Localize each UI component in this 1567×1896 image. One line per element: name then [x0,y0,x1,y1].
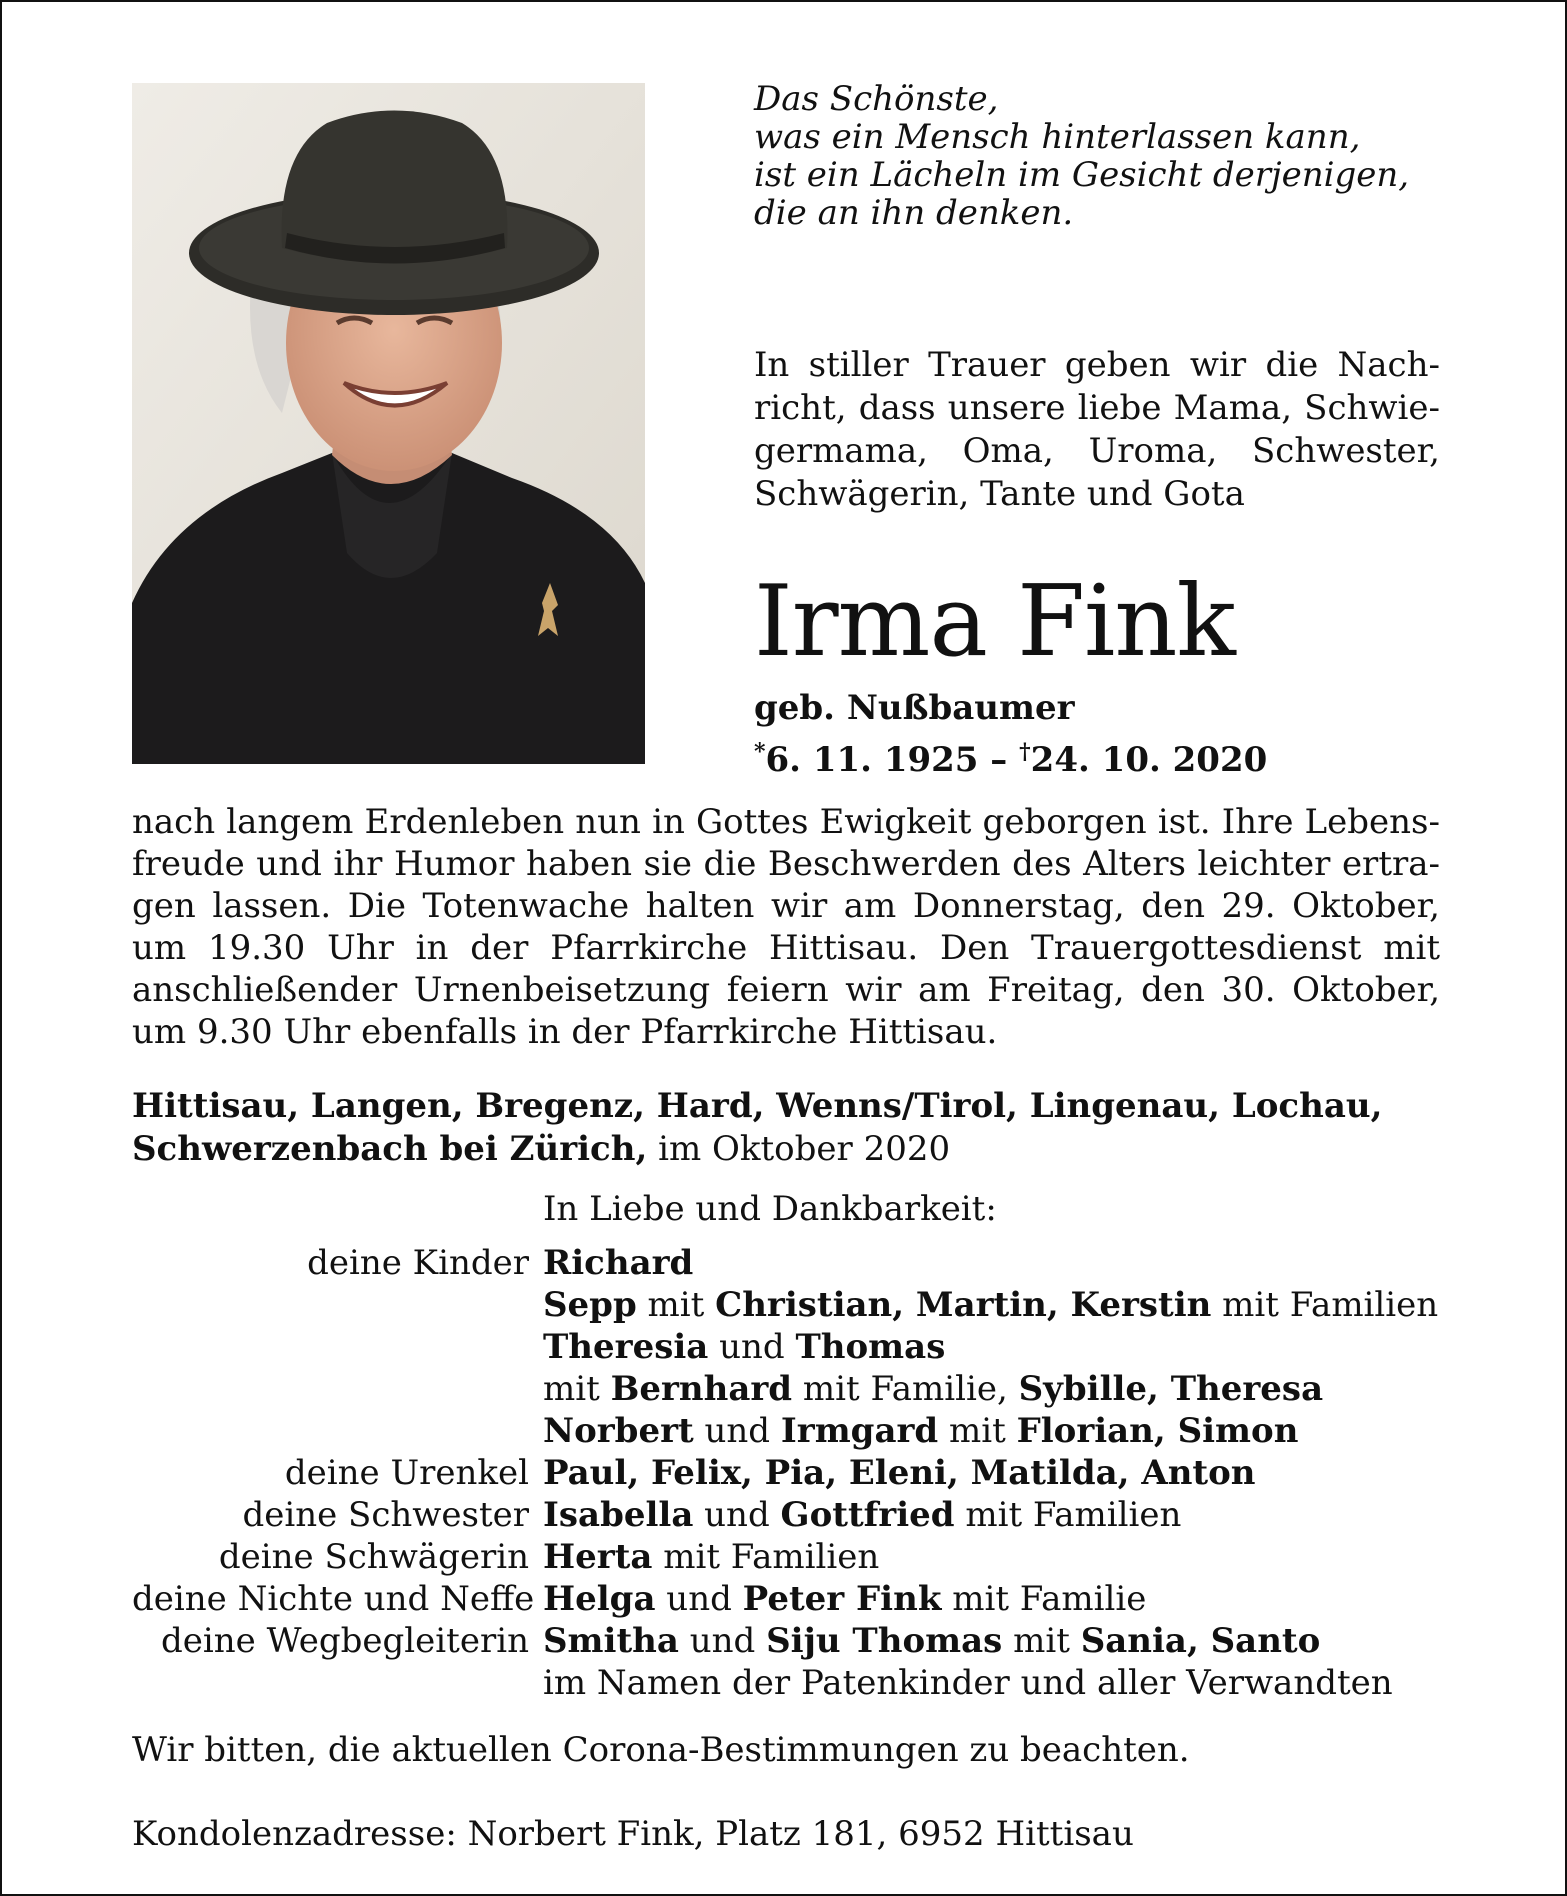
family-member-name: Christian, Martin, Kerstin [715,1285,1212,1325]
birth-symbol: * [754,739,766,765]
family-member-name: Siju Thomas [766,1621,1003,1661]
family-connector-text: und [693,1411,781,1451]
family-connector-text: im Namen der Patenkinder und aller Verwandten [543,1663,1393,1703]
family-names [543,1410,1298,1452]
family-row [132,1284,1462,1326]
quote-line: die an ihn denken. [754,193,1074,233]
family-row [132,1494,1462,1536]
maiden-name: geb. Nußbaumer [754,688,1075,728]
places-date: im Oktober 2020 [647,1129,951,1169]
family-row [132,1452,1462,1494]
death-date: 24. 10. 2020 [1030,740,1268,780]
family-names [543,1284,1438,1326]
family-member-name: Norbert [543,1411,694,1451]
portrait-photo [132,83,645,764]
family-relation-label: deine Schwester [242,1495,529,1535]
family-names [543,1326,945,1368]
family-member-name: Herta [543,1537,653,1577]
family-relation-label: deine Schwägerin [218,1537,529,1577]
family-names [543,1536,879,1578]
family-relation-label [132,1326,543,1368]
memorial-quote [754,80,1494,232]
family-member-name: Thomas [795,1327,946,1367]
family-names [543,1452,1256,1494]
family-member-name: Sepp [543,1285,637,1325]
family-names [543,1620,1320,1662]
family-member-name: Bernhard [610,1369,793,1409]
death-symbol: † [1019,739,1031,765]
family-connector-text: mit [636,1285,716,1325]
family-connector-text: und [655,1579,743,1619]
condolence-address: Kondolenzadresse: Norbert Fink, Platz 181, 6952 Hittisau [132,1814,1134,1854]
family-connector-text: mit Familien [1211,1285,1439,1325]
family-member-name: Isabella [543,1495,694,1535]
family-connector-text: mit Familie [941,1579,1147,1619]
family-connector-text: und [708,1327,796,1367]
places-bold: Hittisau, Langen, Bregenz, Hard, Wenns/Tirol, Lingenau, Lochau, Schwerzenbach bei Zürich, [132,1086,1383,1169]
family-connector-text: mit Familien [652,1537,880,1577]
body-text: nach langem Erdenleben nun in Gottes Ewigkeit geborgen ist. Ihre Lebensfreude und ihr Humor haben sie die Beschwerden des Alters leichter ertragen lassen. Die Totenwache halten wir am Donnerstag, den 29. Oktober, um 19.30 Uhr in der Pfarrkirche Hittisau. Den Trauergottesdienst mit anschließender Urnenbeisetzung feiern wir am Freitag, den 30. Oktober, um 9.30 Uhr ebenfalls in der Pfarrkirche Hittisau. [132,802,1440,1052]
quote-line: Das Schönste, [754,79,999,119]
family-connector-text: und [678,1621,767,1661]
portrait-illustration [132,83,645,764]
family-row [132,1662,1462,1704]
family-row [132,1368,1462,1410]
family-relation-label [132,1284,543,1326]
birth-date: 6. 11. 1925 [765,740,979,780]
deceased-name: Irma Fink [754,565,1235,679]
family-connector-text: mit [543,1369,611,1409]
family-relation-label: deine Wegbegleiterin [161,1621,529,1661]
family-connector-text: mit [1002,1621,1081,1661]
family-relation-label: deine Kinder [307,1243,529,1283]
family-relation-label [132,1410,543,1452]
date-separator: – [978,740,1020,780]
family-row [132,1536,1462,1578]
family-names [543,1662,1393,1704]
family-names [543,1368,1323,1410]
family-names [543,1578,1146,1620]
family-member-name: Smitha [543,1621,679,1661]
family-row [132,1410,1462,1452]
family-connector-text: mit Familien [954,1495,1182,1535]
family-row [132,1326,1462,1368]
family-member-name: Sania, Santo [1080,1621,1321,1661]
family-connector-text: und [693,1495,781,1535]
family-connector-text: mit [938,1411,1017,1451]
family-member-name: Peter Fink [742,1579,942,1619]
family-relation-label: deine Urenkel [284,1453,529,1493]
family-member-name: Richard [543,1243,694,1283]
family-names [543,1242,693,1284]
family-member-name: Paul, Felix, Pia, Eleni, Matilda, Anton [543,1453,1256,1493]
intro-text: In stiller Trauer geben wir die Nachricht, dass unsere liebe Mama, Schwiegermama, Oma, Uroma, Schwester, Schwägerin, Tante und Gota [754,345,1440,514]
family-relation-label [132,1368,543,1410]
family-member-name: Helga [543,1579,656,1619]
family-names [543,1494,1181,1536]
family-member-name: Florian, Simon [1016,1411,1299,1451]
family-row [132,1242,1462,1284]
family-row [132,1578,1462,1620]
family-list [132,1242,1462,1704]
family-connector-text: mit Familie, [792,1369,1019,1409]
places-line [132,1085,1452,1171]
family-member-name: Gottfried [780,1495,955,1535]
life-dates [754,731,1267,781]
thanks-line: In Liebe und Dankbarkeit: [543,1189,997,1229]
family-relation-label: deine Nichte und Neffe [132,1579,535,1619]
family-member-name: Theresia [543,1327,709,1367]
quote-line: ist ein Lächeln im Gesicht derjenigen, [754,155,1410,195]
family-member-name: Irmgard [780,1411,939,1451]
corona-note: Wir bitten, die aktuellen Corona-Bestimmungen zu beachten. [132,1730,1190,1770]
quote-line: was ein Mensch hinterlassen kann, [754,117,1361,157]
family-row [132,1620,1462,1662]
family-member-name: Sybille, Theresa [1018,1369,1324,1409]
family-relation-label [132,1662,543,1704]
